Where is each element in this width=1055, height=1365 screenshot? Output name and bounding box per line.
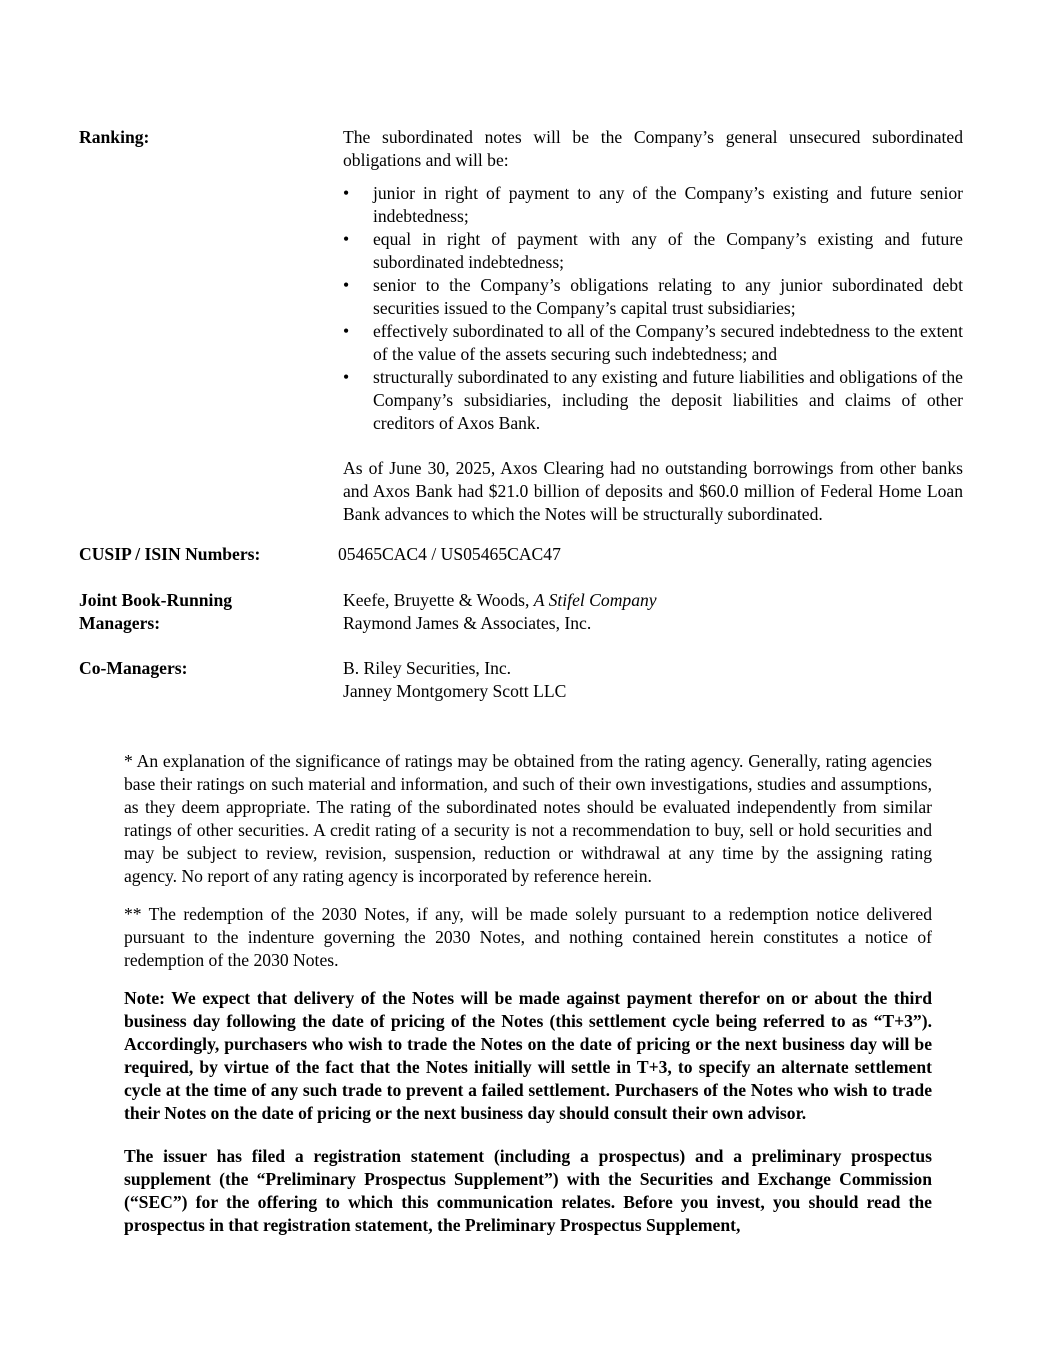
- cusip-section: [79, 543, 963, 567]
- bullet-icon: •: [343, 321, 350, 341]
- list-item: • effectively subordinated to all of the Company’s secured indebtedness to the extent of the value of the assets securing such indebtedness; and: [343, 321, 963, 364]
- bullet-icon: •: [343, 229, 350, 249]
- list-item: • senior to the Company’s obligations relating to any junior subordinated debt securities issued to the Company’s capital trust subsidiaries;: [343, 275, 963, 318]
- cusip-value: 05465CAC4 / US05465CAC47: [338, 544, 561, 564]
- redemption-footnote: ** The redemption of the 2030 Notes, if any, will be made solely pursuant to a redemption notice delivered pursuant to the indenture governing the 2030 Notes, and nothing contained herein constitutes a notice of redemption of the 2030 Notes.: [124, 904, 932, 970]
- ranking-intro: The subordinated notes will be the Company’s general unsecured subordinated obligations and will be:: [343, 127, 963, 170]
- co-managers-label: Co-Managers:: [79, 658, 188, 678]
- settlement-note: Note: We expect that delivery of the Notes will be made against payment therefor on or about the third business day following the date of pricing of the Notes (this settlement cycle being referred to as “T+3”). Accordingly, purchasers who wish to trade the Notes on the date of pricing or the next business day will be required, by virtue of the fact that the Notes initially will settle in T+3, to specify an alternate settlement cycle at the time of any such trade to prevent a failed settlement. Purchasers of the Notes who wish to trade their Notes on the date of pricing or the next business day should consult their own advisor.: [124, 988, 932, 1123]
- co-managers-section: [79, 657, 963, 705]
- registration-note: The issuer has filed a registration statement (including a prospectus) and a preliminary prospectus supplement (the “Preliminary Prospectus Supplement”) with the Securities and Exchange Commission (“SEC”) for the offering to which this communication relates. Before you invest, you should read the prospectus in that registration statement, the Preliminary Prospectus Supplement,: [124, 1146, 932, 1235]
- manager-2: Raymond James & Associates, Inc.: [343, 613, 592, 633]
- managers-section: [79, 589, 963, 637]
- list-item: • equal in right of payment with any of the Company’s existing and future subordinated indebtedness;: [343, 229, 963, 272]
- manager-1: Keefe, Bruyette & Woods, A Stifel Company: [343, 590, 657, 610]
- co-manager-1: B. Riley Securities, Inc.: [343, 658, 512, 678]
- managers-content: [343, 589, 963, 635]
- managers-label: Joint Book-Running Managers:: [79, 590, 233, 633]
- bullet-icon: •: [343, 367, 350, 387]
- ranking-bullet-list: [343, 182, 963, 435]
- cusip-label: CUSIP / ISIN Numbers:: [79, 544, 261, 564]
- bullet-icon: •: [343, 183, 350, 203]
- ranking-closing: As of June 30, 2025, Axos Clearing had no outstanding borrowings from other banks and Axos Bank had $21.0 billion of deposits and $60.0 million of Federal Home Loan Bank advances to which the Notes will be structurally subordinated.: [343, 458, 963, 524]
- co-managers-content: [343, 657, 963, 703]
- ranking-label: Ranking:: [79, 127, 150, 147]
- notes-section: [124, 750, 932, 1252]
- ratings-footnote: * An explanation of the significance of ratings may be obtained from the rating agency. Generally, rating agencies base their ratings on such material and information, and such of their own investigations, studies and assumptions, as they deem appropriate. The rating of the subordinated notes should be evaluated independently from similar ratings of other securities. A credit rating of a security is not a recommendation to buy, sell or hold securities and may be subject to review, revision, suspension, reduction or withdrawal at any time by the assigning rating agency. No report of any rating agency is incorporated by reference herein.: [124, 751, 932, 886]
- co-manager-2: Janney Montgomery Scott LLC: [343, 681, 567, 701]
- list-item: • structurally subordinated to any existing and future liabilities and obligations of the Company’s subsidiaries, including the deposit liabilities and claims of other creditors of Axos Bank.: [343, 367, 963, 433]
- list-item: • junior in right of payment to any of the Company’s existing and future senior indebtedness;: [343, 183, 963, 226]
- bullet-icon: •: [343, 275, 350, 295]
- ranking-content: [343, 126, 963, 526]
- ranking-section: [79, 126, 963, 526]
